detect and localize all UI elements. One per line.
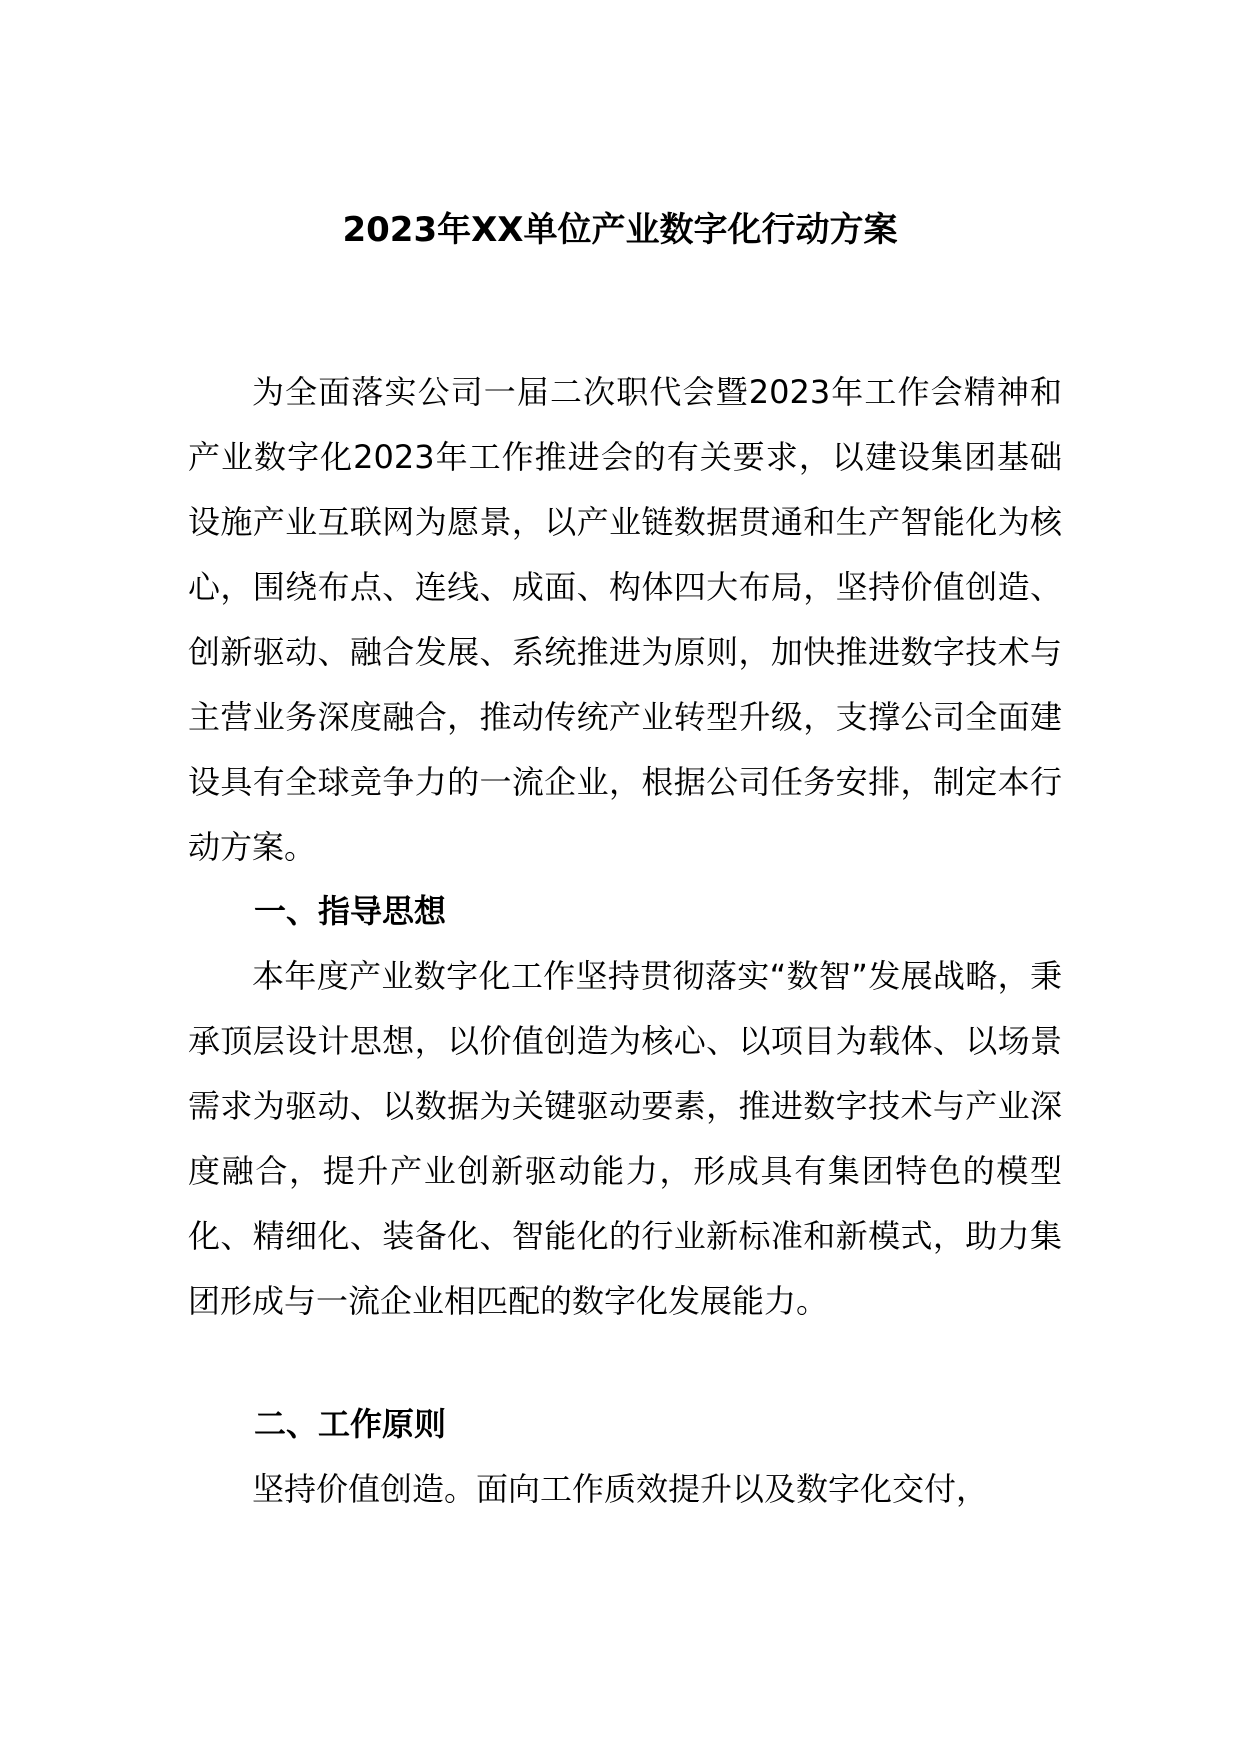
intro-paragraph: 为全面落实公司一届二次职代会暨2023年工作会精神和产业数字化2023年工作推进会的有关要求，以建设集团基础设施产业互联网为愿景，以产业链数据贯通和生产智能化为核心，围绕布点、连线、成面、构体四大布局，坚持价值创造、创新驱动、融合发展、系统推进为原则，加快推进数字技术与主营业务深度融合，推动传统产业转型升级，支撑公司全面建设具有全球竞争力的一流企业，根据公司任务安排，制定本行动方案。 [188,373,1062,866]
section-paragraph-guiding-ideology: 本年度产业数字化工作坚持贯彻落实“数智”发展战略，秉承顶层设计思想，以价值创造为核心、以项目为载体、以场景需求为驱动、以数据为关键驱动要素，推进数字技术与产业深度融合，提升产业创新驱动能力，形成具有集团特色的模型化、精细化、装备化、智能化的行业新标准和新模式，助力集团形成与一流企业相匹配的数字化发展能力。 [188,957,1062,1320]
document-title: 2023年XX单位产业数字化行动方案 [342,210,898,250]
section-heading-work-principles: 二、工作原则 [254,1405,447,1443]
section-heading-guiding-ideology: 一、指导思想 [254,892,447,930]
section-paragraph-work-principles: 坚持价值创造。面向工作质效提升以及数字化交付， [252,1470,989,1508]
